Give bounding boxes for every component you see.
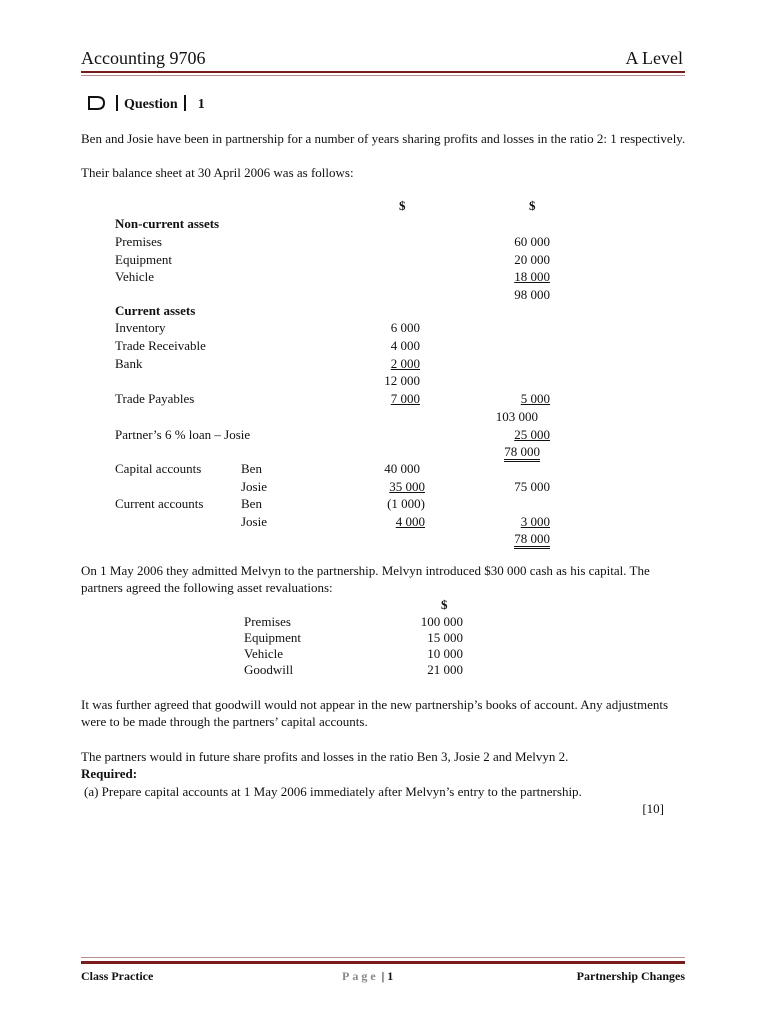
divider-bar [184,95,186,111]
question-label: Question [124,97,178,112]
row-label: Vehicle [115,269,154,284]
required-label: Required: [81,766,138,781]
revaluation-item-value: 15 000 [427,630,463,645]
row-label: Trade Receivable [115,338,206,353]
row-value: 5 000 [520,391,550,406]
footer-right: Partnership Changes [576,969,685,983]
document-subject: Accounting 9706 [81,48,206,68]
revaluation-item-label: Goodwill [244,662,294,677]
row-label: Partner’s 6 % loan – Josie [115,427,251,442]
row-value: (1 000) [387,496,425,511]
intro-line: Their balance sheet at 30 April 2006 was as follows: [81,165,354,180]
section-heading: Non-current assets [115,216,220,231]
row-value: 25 000 [514,427,550,442]
row-value: 40 000 [384,461,420,476]
row-label: Capital accounts [115,461,202,476]
question-heading [88,95,205,113]
row-label: Premises [115,234,162,249]
revaluation-item-label: Equipment [244,630,302,645]
revaluation-item-value: 100 000 [420,614,463,629]
revaluation-item-label: Vehicle [244,646,283,661]
revaluation-item-value: 10 000 [427,646,463,661]
row-label: Current accounts [115,496,204,511]
row-sublabel: Josie [241,479,267,494]
question-marker-icon [88,96,108,110]
row-label: Equipment [115,252,173,267]
row-value: 2 000 [390,356,420,371]
header-rule [81,71,685,73]
header-rule-thin [81,75,685,76]
row-label: Bank [115,356,143,371]
row-value: 6 000 [390,320,420,335]
row-total: 12 000 [384,373,420,388]
row-value: 60 000 [514,234,550,249]
revaluation-currency: $ [441,597,448,612]
row-value: 18 000 [514,269,550,284]
revaluation-item-value: 21 000 [427,662,463,677]
row-value: 7 000 [390,391,420,406]
footer-left: Class Practice [81,969,154,983]
row-value: 4 000 [390,338,420,353]
goodwill-paragraph: It was further agreed that goodwill would not appear in the new partnership’s books of account. Any adjustments were to be made through the partners’ capital accounts. [81,697,669,729]
row-sublabel: Ben [241,461,262,476]
section-heading: Current assets [115,303,196,318]
marks: [10] [642,801,664,816]
row-value: 35 000 [389,479,425,494]
page-word: Page [342,969,379,983]
row-value: 75 000 [514,479,550,494]
page-num: | 1 [381,969,394,983]
footer-rule [81,961,685,964]
row-total: 78 000 [504,445,540,462]
ratio-paragraph: The partners would in future share profits and losses in the ratio Ben 3, Josie 2 and Melvyn 2. [81,749,569,764]
admission-paragraph: On 1 May 2006 they admitted Melvyn to the partnership. Melvyn introduced $30 000 cash as his capital. The partners agreed the following asset revaluations: [81,563,650,595]
question-number: 1 [197,97,205,112]
row-value: 3 000 [520,514,550,529]
intro-paragraph: Ben and Josie have been in partnership for a number of years sharing profits and losses in the ratio 2: 1 respectively. [81,131,686,146]
row-total: 78 000 [514,532,550,549]
page-number [342,969,393,984]
row-value: 4 000 [395,514,425,529]
row-value: 20 000 [514,252,550,267]
row-label: Trade Payables [115,391,195,406]
revaluation-item-label: Premises [244,614,291,629]
document-level: A Level [625,48,683,68]
question-part-a: (a) Prepare capital accounts at 1 May 2006 immediately after Melvyn’s entry to the partnership. [84,784,582,799]
divider-bar [116,95,118,111]
col1-currency: $ [399,198,406,213]
row-sublabel: Josie [241,514,267,529]
row-total: 98 000 [514,287,550,302]
col2-currency: $ [529,198,536,213]
footer-rule-thin [81,957,685,958]
row-sublabel: Ben [241,496,262,511]
row-total: 103 000 [495,409,538,424]
row-label: Inventory [115,320,166,335]
